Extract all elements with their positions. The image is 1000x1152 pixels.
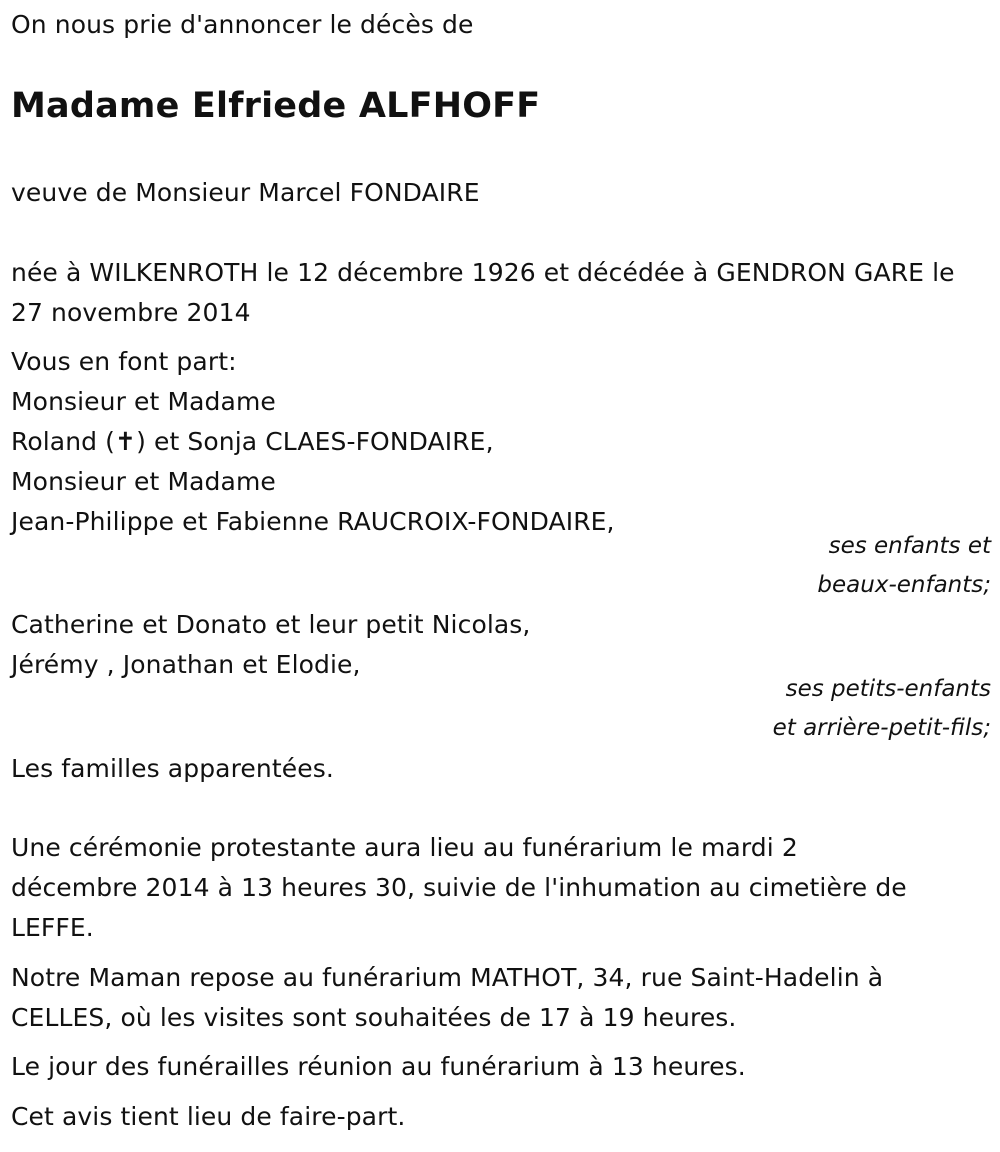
rest-location-text: [11, 958, 883, 1038]
children-role: [11, 527, 991, 605]
grandchildren-role-line: ses petits-enfants: [785, 676, 991, 702]
children-line: Roland (✝) et Sonja CLAES-FONDAIRE,: [11, 427, 494, 456]
rest-location-line: Notre Maman repose au funérarium MATHOT, 34, rue Saint-Hadelin à: [11, 963, 884, 992]
ceremony-text: [11, 828, 907, 948]
announcers-section: [11, 342, 615, 542]
children-line: Monsieur et Madame: [11, 467, 276, 496]
families-text: Les familles apparentées.: [11, 754, 334, 783]
ceremony-line: LEFFE.: [11, 913, 94, 942]
funeral-day-text: Le jour des funérailles réunion au funérarium à 13 heures.: [11, 1052, 746, 1081]
closing-text: Cet avis tient lieu de faire-part.: [11, 1102, 406, 1131]
birth-death-line: née à WILKENROTH le 12 décembre 1926 et décédée à GENDRON GARE le: [11, 258, 955, 287]
grandchildren-role: [11, 670, 991, 748]
grandchildren-line: Jérémy , Jonathan et Elodie,: [11, 650, 361, 679]
widow-of-text: veuve de Monsieur Marcel FONDAIRE: [11, 178, 480, 207]
intro-text: On nous prie d'annoncer le décès de: [11, 10, 474, 39]
birth-death-line: 27 novembre 2014: [11, 298, 251, 327]
grandchildren-line: Catherine et Donato et leur petit Nicolas,: [11, 610, 531, 639]
ceremony-line: décembre 2014 à 13 heures 30, suivie de l'inhumation au cimetière de: [11, 873, 907, 902]
children-line: Monsieur et Madame: [11, 387, 276, 416]
deceased-name: Madame Elfriede ALFHOFF: [11, 86, 541, 126]
rest-location-line: CELLES, où les visites sont souhaitées de 17 à 19 heures.: [11, 1003, 737, 1032]
children-line: Jean-Philippe et Fabienne RAUCROIX-FONDAIRE,: [11, 507, 615, 536]
ceremony-line: Une cérémonie protestante aura lieu au funérarium le mardi 2: [11, 833, 798, 862]
children-role-line: ses enfants et: [828, 533, 991, 559]
announcers-heading: Vous en font part:: [11, 347, 237, 376]
children-role-line: beaux-enfants;: [817, 572, 991, 598]
grandchildren-role-line: et arrière-petit-fils;: [772, 715, 991, 741]
birth-death-text: [11, 253, 955, 333]
